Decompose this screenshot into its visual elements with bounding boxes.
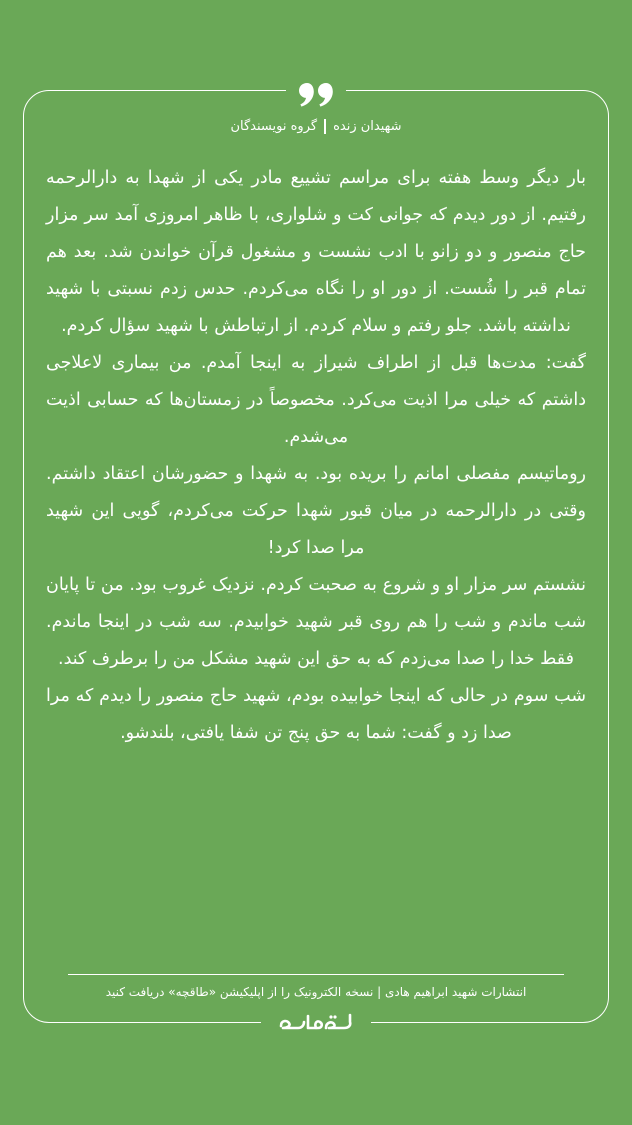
paragraph: شب سوم در حالی که اینجا خوابیده بودم، شهید حاج منصور را دیدم که مرا صدا زد و گفت: شما به حق پنج تن شفا یافتی، بلندشو. — [46, 686, 586, 743]
paragraph: گفت: مدت‌ها قبل از اطراف شیراز به اینجا آمدم. من بیماری لاعلاجی داشتم که خیلی مرا اذیت می‌کرد. مخصوصاً در زمستان‌ها که حسابی اذیت می‌شدم. — [46, 353, 586, 447]
header-separator — [324, 119, 326, 134]
taaghche-logo — [261, 1009, 371, 1037]
card-header — [23, 117, 609, 137]
quote-body — [46, 160, 586, 752]
paragraph: روماتیسم مفصلی امانم را بریده بود. به شهدا و حضورشان اعتقاد داشتم. وقتی در دارالرحمه در میان قبور شهدا حرکت می‌کردم، گویی این شهید مرا صدا کرد! — [46, 464, 586, 558]
paragraph: نشستم سر مزار او و شروع به صحبت کردم. نزدیک غروب بود. من تا پایان شب ماندم و شب را هم روی قبر شهید خوابیدم. سه شب در اینجا ماندم. فقط خدا را صدا می‌زدم که به حق این شهید مشکل من را برطرف کند. — [46, 575, 586, 669]
author-group: گروه نویسندگان — [230, 119, 318, 134]
book-title: شهیدان زنده — [333, 119, 402, 134]
paragraph: بار دیگر وسط هفته برای مراسم تشییع مادر یکی از شهدا به دارالرحمه رفتیم. از دور دیدم که جوانی کت و شلواری، با ظاهر امروزی آمد سر مزار حاج منصور و دو زانو با ادب نشست و مشغول قرآن خواندن شد. بعد هم تمام قبر را شُست. از دور او را نگاه می‌کردم. حدس زدم نسبتی با شهید نداشته باشد. جلو رفتم و سلام کردم. از ارتباطش با شهید سؤال کردم. — [46, 168, 586, 336]
footer-text: انتشارات شهید ابراهیم هادی | نسخه الکترونیک را از اپلیکیشن «طاقچه» دریافت کنید — [105, 985, 527, 999]
quote-mark-icon — [286, 78, 346, 112]
footer-divider — [68, 974, 564, 975]
